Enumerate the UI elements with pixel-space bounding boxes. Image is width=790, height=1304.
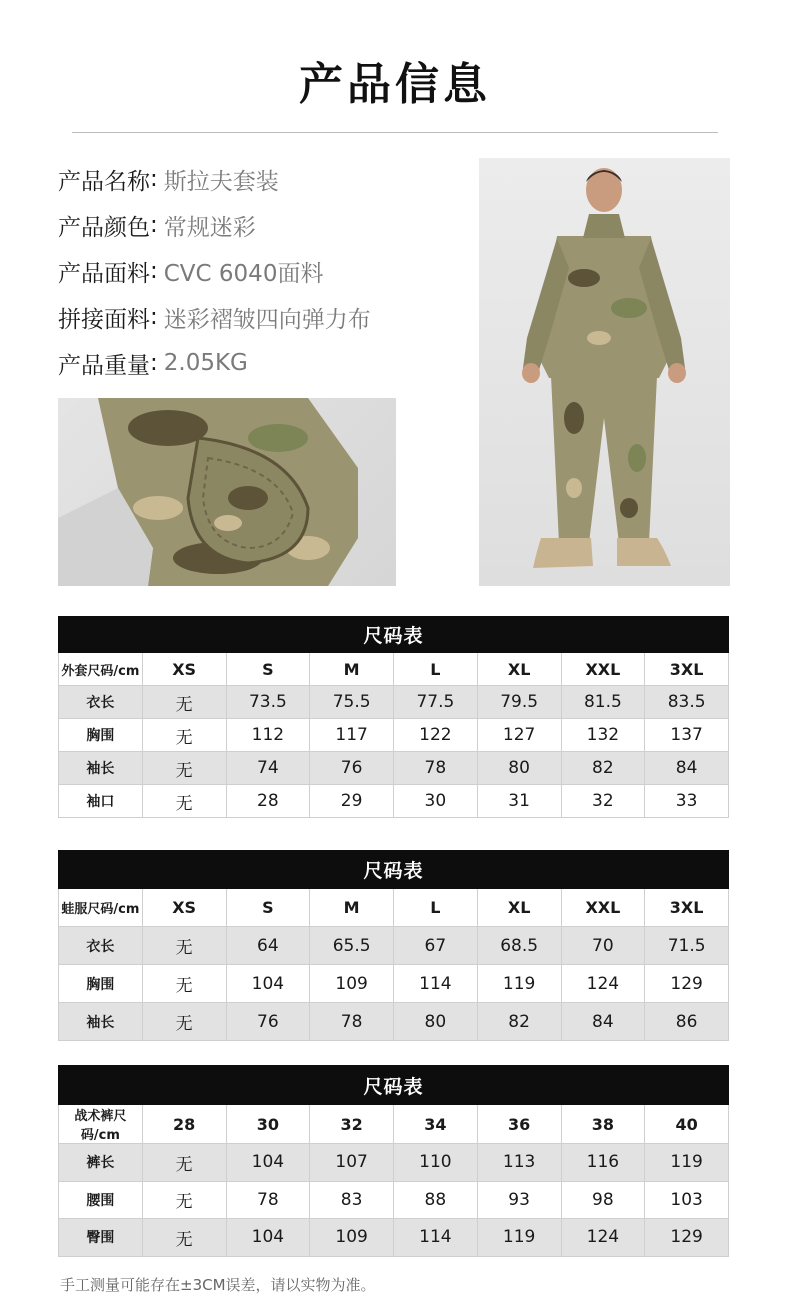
size-header: 34 xyxy=(394,1105,478,1144)
jacket-size-table xyxy=(58,616,729,818)
info-value: 斯拉夫套装 xyxy=(163,168,279,195)
table-cell: 无 xyxy=(142,785,226,818)
size-header: M xyxy=(310,889,394,927)
table-cell: 78 xyxy=(394,752,478,785)
table-cell: 70 xyxy=(561,927,645,965)
table-cell: 76 xyxy=(310,752,394,785)
table-cell: 68.5 xyxy=(477,927,561,965)
info-value: 迷彩褶皱四向弹力布 xyxy=(163,306,371,333)
table-cell: 132 xyxy=(561,719,645,752)
table-cell: 104 xyxy=(226,1144,310,1182)
table-cell: 129 xyxy=(645,965,729,1003)
info-separator: : xyxy=(150,166,158,192)
table-cell: 113 xyxy=(477,1144,561,1182)
table-row xyxy=(59,1003,729,1041)
table-cell: 80 xyxy=(394,1003,478,1041)
table-cell: 82 xyxy=(561,752,645,785)
table-cell: 86 xyxy=(645,1003,729,1041)
info-value: 2.05KG xyxy=(163,350,248,376)
table-caption: 尺码表 xyxy=(59,617,729,653)
size-header: M xyxy=(310,653,394,686)
table-cell: 67 xyxy=(394,927,478,965)
row-label: 胸围 xyxy=(59,965,143,1003)
row-label: 衣长 xyxy=(59,686,143,719)
table-cell: 88 xyxy=(394,1181,478,1219)
size-header: XXL xyxy=(561,653,645,686)
table-cell: 无 xyxy=(142,1144,226,1182)
table-cell: 31 xyxy=(477,785,561,818)
table-cell: 104 xyxy=(226,965,310,1003)
table-cell: 33 xyxy=(645,785,729,818)
size-header: 3XL xyxy=(645,889,729,927)
page-title: 产品信息 xyxy=(299,59,491,110)
info-key: 产品名称 xyxy=(58,168,150,195)
table-cell: 83 xyxy=(310,1181,394,1219)
table-row xyxy=(59,686,729,719)
info-row-fabric xyxy=(58,248,468,294)
row-label: 衣长 xyxy=(59,927,143,965)
table-row xyxy=(59,965,729,1003)
size-header: XS xyxy=(142,889,226,927)
size-header: XL xyxy=(477,889,561,927)
size-header: XXL xyxy=(561,889,645,927)
table-cell: 28 xyxy=(226,785,310,818)
table-cell: 74 xyxy=(226,752,310,785)
product-info-list xyxy=(58,156,468,386)
table-cell: 无 xyxy=(142,965,226,1003)
size-header: 30 xyxy=(226,1105,310,1144)
table-cell: 71.5 xyxy=(645,927,729,965)
knee-pad-detail-photo xyxy=(58,398,396,586)
table-caption: 尺码表 xyxy=(59,851,729,889)
table-cell: 无 xyxy=(142,1219,226,1257)
table-row xyxy=(59,1144,729,1182)
size-header: S xyxy=(226,653,310,686)
table-cell: 84 xyxy=(645,752,729,785)
info-value: 常规迷彩 xyxy=(163,214,256,241)
row-label: 裤长 xyxy=(59,1144,143,1182)
table-cell: 109 xyxy=(310,1219,394,1257)
info-row-weight xyxy=(58,340,468,386)
table-cell: 77.5 xyxy=(394,686,478,719)
table-cell: 78 xyxy=(310,1003,394,1041)
table-cell: 82 xyxy=(477,1003,561,1041)
table-cell: 116 xyxy=(561,1144,645,1182)
model-full-body-photo xyxy=(479,158,730,586)
table-cell: 117 xyxy=(310,719,394,752)
size-header: S xyxy=(226,889,310,927)
table-cell: 81.5 xyxy=(561,686,645,719)
row-label: 袖长 xyxy=(59,1003,143,1041)
size-header: 32 xyxy=(310,1105,394,1144)
size-header: XS xyxy=(142,653,226,686)
table-cell: 无 xyxy=(142,686,226,719)
table-cell: 80 xyxy=(477,752,561,785)
table-cell: 110 xyxy=(394,1144,478,1182)
table-row xyxy=(59,719,729,752)
size-header: 28 xyxy=(142,1105,226,1144)
row-label: 袖口 xyxy=(59,785,143,818)
row-label: 胸围 xyxy=(59,719,143,752)
frog-suit-size-table xyxy=(58,850,729,1041)
row-label: 袖长 xyxy=(59,752,143,785)
row-label: 臀围 xyxy=(59,1219,143,1257)
size-header: XL xyxy=(477,653,561,686)
size-header: 40 xyxy=(645,1105,729,1144)
table-cell: 无 xyxy=(142,1003,226,1041)
table-header-label: 蛙服尺码/cm xyxy=(59,889,143,927)
table-cell: 无 xyxy=(142,752,226,785)
table-cell: 29 xyxy=(310,785,394,818)
table-header-label: 外套尺码/cm xyxy=(59,653,143,686)
info-key: 产品重量 xyxy=(58,352,150,379)
row-label: 腰围 xyxy=(59,1181,143,1219)
info-key: 产品面料 xyxy=(58,260,150,287)
table-cell: 109 xyxy=(310,965,394,1003)
model-photo-illustration xyxy=(479,158,730,586)
table-cell: 119 xyxy=(477,965,561,1003)
info-row-color xyxy=(58,202,468,248)
table-row xyxy=(59,1219,729,1257)
table-cell: 119 xyxy=(477,1219,561,1257)
size-header: 36 xyxy=(477,1105,561,1144)
info-key: 拼接面料 xyxy=(58,306,150,333)
table-cell: 无 xyxy=(142,927,226,965)
table-cell: 127 xyxy=(477,719,561,752)
table-row xyxy=(59,785,729,818)
info-separator: : xyxy=(150,304,158,330)
table-cell: 137 xyxy=(645,719,729,752)
title-divider xyxy=(72,132,718,133)
table-cell: 104 xyxy=(226,1219,310,1257)
info-key: 产品颜色 xyxy=(58,214,150,241)
table-cell: 76 xyxy=(226,1003,310,1041)
table-cell: 93 xyxy=(477,1181,561,1219)
info-row-name xyxy=(58,156,468,202)
table-row xyxy=(59,927,729,965)
table-cell: 32 xyxy=(561,785,645,818)
table-cell: 30 xyxy=(394,785,478,818)
table-cell: 79.5 xyxy=(477,686,561,719)
size-header: L xyxy=(394,889,478,927)
table-cell: 119 xyxy=(645,1144,729,1182)
table-cell: 129 xyxy=(645,1219,729,1257)
info-separator: : xyxy=(150,258,158,284)
table-cell: 103 xyxy=(645,1181,729,1219)
table-cell: 98 xyxy=(561,1181,645,1219)
table-cell: 114 xyxy=(394,1219,478,1257)
size-header: 3XL xyxy=(645,653,729,686)
table-row xyxy=(59,1181,729,1219)
table-cell: 124 xyxy=(561,1219,645,1257)
info-separator: : xyxy=(150,350,158,376)
table-row xyxy=(59,752,729,785)
table-cell: 107 xyxy=(310,1144,394,1182)
size-header: L xyxy=(394,653,478,686)
table-header-label: 战术裤尺码/cm xyxy=(59,1105,143,1144)
table-cell: 64 xyxy=(226,927,310,965)
table-cell: 112 xyxy=(226,719,310,752)
info-row-panel-fabric xyxy=(58,294,468,340)
table-cell: 78 xyxy=(226,1181,310,1219)
table-cell: 73.5 xyxy=(226,686,310,719)
table-cell: 114 xyxy=(394,965,478,1003)
table-cell: 75.5 xyxy=(310,686,394,719)
tactical-pants-size-table xyxy=(58,1065,729,1257)
measurement-disclaimer: 手工测量可能存在±3CM误差，请以实物为准。 xyxy=(60,1276,376,1294)
table-cell: 83.5 xyxy=(645,686,729,719)
table-cell: 无 xyxy=(142,719,226,752)
table-cell: 124 xyxy=(561,965,645,1003)
table-cell: 65.5 xyxy=(310,927,394,965)
info-separator: : xyxy=(150,212,158,238)
info-value: CVC 6040面料 xyxy=(163,260,324,287)
table-cell: 无 xyxy=(142,1181,226,1219)
table-caption: 尺码表 xyxy=(59,1066,729,1105)
table-cell: 122 xyxy=(394,719,478,752)
knee-photo-illustration xyxy=(58,398,396,586)
table-cell: 84 xyxy=(561,1003,645,1041)
size-header: 38 xyxy=(561,1105,645,1144)
